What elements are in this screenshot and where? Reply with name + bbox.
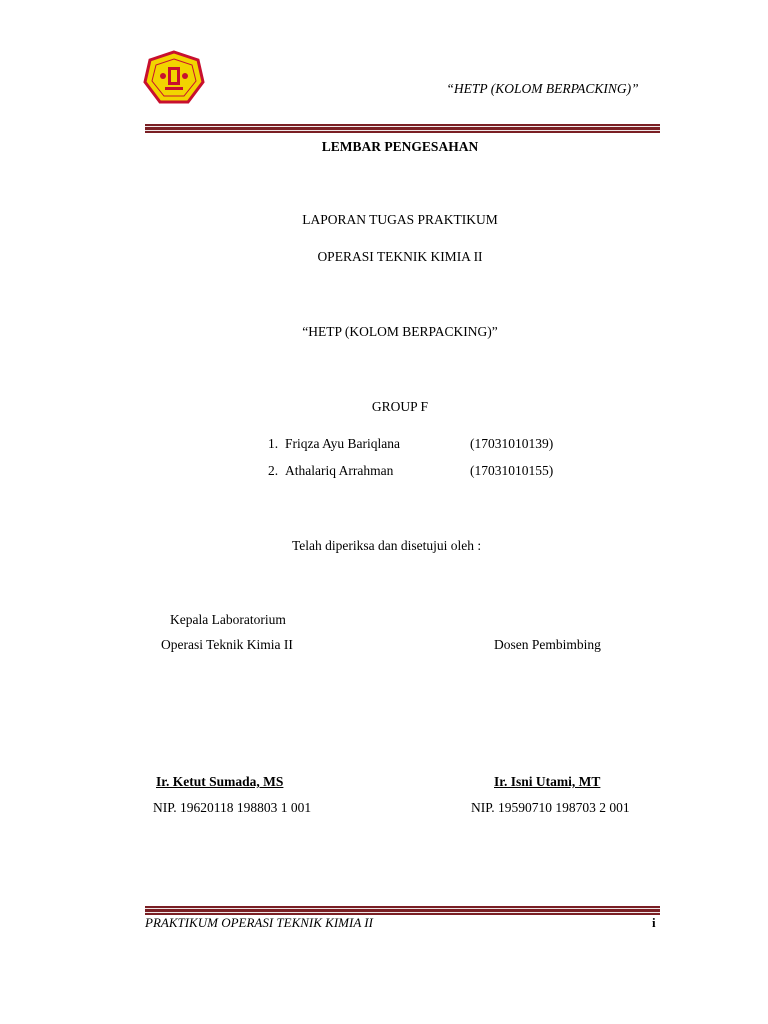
right-signatory-nip: NIP. 19590710 198703 2 001	[471, 800, 630, 815]
left-signatory-nip: NIP. 19620118 198803 1 001	[153, 800, 312, 815]
approval-text: Telah diperiksa dan disetujui oleh :	[292, 538, 482, 553]
university-emblem-logo	[143, 50, 205, 106]
page-number: i	[652, 915, 656, 930]
left-role-line-2: Operasi Teknik Kimia II	[161, 637, 293, 652]
member-index: 1.	[268, 436, 279, 451]
member-index: 2.	[268, 463, 279, 478]
member-name: Athalariq Arrahman	[285, 463, 394, 478]
header-title: “HETP (KOLOM BERPACKING)”	[446, 81, 639, 96]
header-divider	[145, 124, 660, 133]
member-name: Friqza Ayu Bariqlana	[285, 436, 400, 451]
report-line-1: LAPORAN TUGAS PRAKTIKUM	[302, 212, 498, 227]
right-signatory-name: Ir. Isni Utami, MT	[494, 774, 601, 789]
member-id: (17031010155)	[470, 463, 554, 478]
group-label: GROUP F	[371, 399, 429, 414]
left-role-line-1: Kepala Laboratorium	[170, 612, 286, 627]
footer-title: PRAKTIKUM OPERASI TEKNIK KIMIA II	[145, 915, 373, 930]
right-role: Dosen Pembimbing	[494, 637, 601, 652]
experiment-title: “HETP (KOLOM BERPACKING)”	[302, 324, 498, 339]
left-signatory-name: Ir. Ketut Sumada, MS	[156, 774, 284, 789]
footer-divider	[145, 906, 660, 915]
report-line-2: OPERASI TEKNIK KIMIA II	[317, 249, 483, 264]
page-heading: LEMBAR PENGESAHAN	[321, 139, 479, 154]
member-id: (17031010139)	[470, 436, 554, 451]
